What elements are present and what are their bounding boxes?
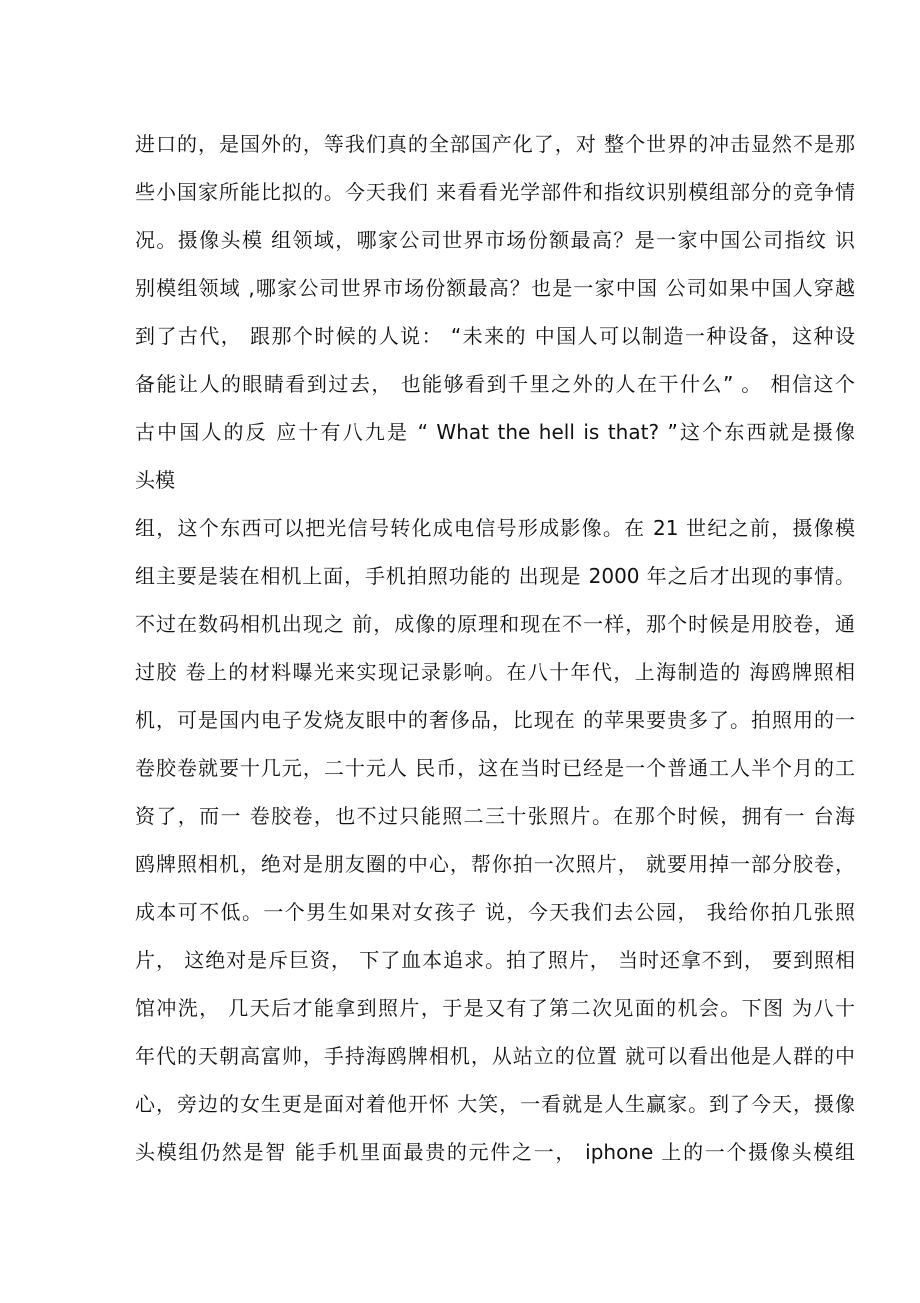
text-line: 不过在数码相机出现之 前，成像的原理和现在不一样，那个时候是用胶卷，通 [135,612,855,636]
text-line: 心，旁边的女生更是面对着他开怀 大笑，一看就是人生赢家。到了今天，摄像 [135,1092,855,1116]
text-line: 备能让人的眼睛看到过去， 也能够看到千里之外的人在干什么” 。 相信这个 [135,372,855,396]
text-line: 组主要是装在相机上面，手机拍照功能的 出现是 2000 年之后才出现的事情。 [135,564,855,588]
text-line: 资了，而一 卷胶卷，也不过只能照二三十张照片。在那个时候，拥有一 台海 [135,804,855,828]
text-line: 鸥牌照相机，绝对是朋友圈的中心，帮你拍一次照片， 就要用掉一部分胶卷， [135,852,855,876]
text-line: 过胶 卷上的材料曝光来实现记录影响。在八十年代，上海制造的 海鸥牌照相 [135,660,855,684]
text-line: 到了古代， 跟那个时候的人说： “未来的 中国人可以制造一种设备，这种设 [135,324,855,348]
text-line: 头模 [135,468,175,492]
text-line: 机，可是国内电子发烧友眼中的奢侈品，比现在 的苹果要贵多了。拍照用的一 [135,708,855,732]
text-line: 卷胶卷就要十几元，二十元人 民币，这在当时已经是一个普通工人半个月的工 [135,756,855,780]
text-line: 年代的天朝高富帅，手持海鸥牌相机，从站立的位置 就可以看出他是人群的中 [135,1044,855,1068]
text-line: 馆冲洗， 几天后才能拿到照片，于是又有了第二次见面的机会。下图 为八十 [135,996,855,1020]
text-line: 况。摄像头模 组领域，哪家公司世界市场份额最高？是一家中国公司指纹 识 [135,228,855,252]
body-text [135,120,855,1176]
text-line: 成本可不低。一个男生如果对女孩子 说，今天我们去公园， 我给你拍几张照 [135,900,855,924]
text-line: 些小国家所能比拟的。今天我们 来看看光学部件和指纹识别模组部分的竞争情 [135,180,855,204]
text-line: 片， 这绝对是斥巨资， 下了血本追求。拍了照片， 当时还拿不到， 要到照相 [135,948,855,972]
text-line: 头模组仍然是智 能手机里面最贵的元件之一， iphone 上的一个摄像头模组 [135,1140,855,1164]
text-line: 别模组领域 ,哪家公司世界市场份额最高？也是一家中国 公司如果中国人穿越 [135,276,855,300]
text-line: 进口的，是国外的，等我们真的全部国产化了，对 整个世界的冲击显然不是那 [135,132,855,156]
text-line: 古中国人的反 应十有八九是 “ What the hell is that? ”这个东西就是摄像 [135,420,855,444]
text-line: 组，这个东西可以把光信号转化成电信号形成影像。在 21 世纪之前，摄像模 [135,516,855,540]
